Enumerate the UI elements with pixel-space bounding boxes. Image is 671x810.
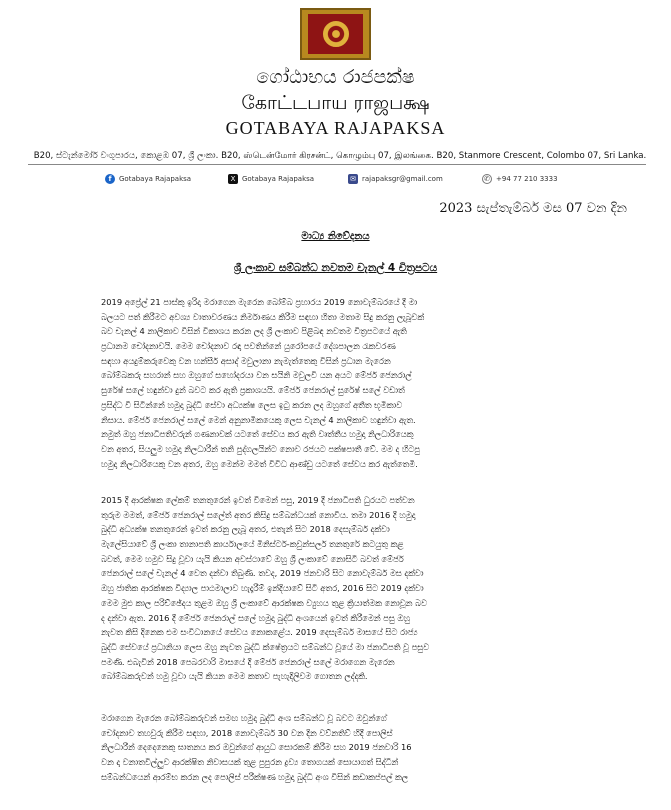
paragraph-line: ජෙනරාල් සලේ චැනල් 4 වෙත දන්වා තිබුණි. තවද, 2019 ජනවාරි සිට නොවැම්බර් මස දක්වා [101, 568, 424, 579]
paragraph-line: බෝම්බකරුවන් හමු වූවා යැයි කියන මෙම කතාව පැහැදිලිවම ගොතන ලද්දකි. [101, 671, 368, 682]
paragraph-line: බුද්ධි අධ්‍යක්ෂ තනතුරෙන් ඉවත් කරනු ලැබූ අතර, එතැන් සිට 2018 දෙසැම්බර් දක්වා [101, 524, 390, 535]
paragraph-line: පමණි. එබැවින් 2018 පෙබරවාරි මාසයේ දී මේජර් ජෙනරාල් සලේ මරාගෙන මැරෙන [101, 656, 395, 667]
paragraph-line: ද දන්වා ඇත. 2016 දී මේජර් ජෙනරාල් සලේ හමුදා බුද්ධි අංශයෙන් ඉවත් කිරීමෙන් පසු ඔහු [101, 612, 411, 623]
paragraph-1 [101, 295, 571, 471]
paragraph-line: චෝදනාව තහවුරු කිරීම සඳහා, 2018 නොවැම්බර් 30 වන දින වව්නතිව් හිදී පොලිස් [101, 727, 393, 738]
contact-bar [105, 174, 635, 188]
release-date: 2023 සැප්තැම්බර් මස 07 වන දින [439, 201, 627, 216]
paragraph-line: මැලේසියාවේ ශ්‍රී ලංකා තානාපති කාර්යාලයේ මිනිස්ටර්-කවුන්සලර් තනතුරේ කටයුතු කළ [101, 539, 404, 550]
contact-x-text: Gotabaya Rajapaksa [242, 175, 315, 183]
contact-facebook-text: Gotabaya Rajapaksa [119, 175, 192, 183]
paragraph-line: බලයට පත් කිරීමට අවශ්‍ය වාතාවරණය නිර්මාණය කිරීම සඳහා හිතා මතාම සිදු කරනු ලැබූවක් [101, 311, 425, 322]
document-type-heading: මාධ්‍ය නිවේදනය [301, 231, 370, 242]
emblem-inner [308, 14, 363, 54]
contact-facebook[interactable] [105, 174, 191, 184]
paragraph-line: වන අතර, සියලුම හමුදා නිලධාරීන් තනි පුද්ගලයින්ට නොව රජයට පක්ෂපාතී වේ. මම ද හිටපු [101, 443, 420, 454]
paragraph-line: වන දා වනාතවිල්ලුව ආරක්ෂිත නිවාසයක් තුළ පුපුරන ද්‍රව්‍ය තොගයක් සොයාගත් සිද්ධීන් [101, 757, 399, 768]
paragraph-line: මෙම මුළු කාල පරිච්ඡේදය තුළම ඔහු ශ්‍රී ලංකාවේ ආරක්ෂක ව්‍යුහය තුළ ක්‍රියාත්මක නොවූන බව [101, 597, 427, 608]
paragraph-line: ප්‍රසිද්ධ වී සිටින්නේ හමුදා බුද්ධි සේවා අධ්‍යක්ෂ ලෙස ඉටු කරන ලද ඔහුගේ අතීත භූමිකාව [101, 399, 403, 410]
paragraph-line: බවත්, මෙම හමුව සිදු වූවා යැයි කියන අවස්ථාවේ ඔහු ශ්‍රී ලංකාවේ නොසිටි බවත් මේජර් [101, 553, 404, 564]
paragraph-line: නිසාය. මේජර් ජෙනරාල් සලේ මෙන් අනුනාමිකයෙකු ලෙස චැනල් 4 නාලිකාව හඳුන්වා ඇත. [101, 414, 416, 425]
contact-email[interactable] [348, 174, 443, 184]
name-tamil: கோட்டபாய ராஜபக்ஷ [241, 92, 430, 114]
mail-icon: ✉ [348, 174, 358, 184]
contact-x[interactable] [228, 174, 314, 184]
paragraph-3 [101, 711, 571, 784]
paragraph-line: ඔහු ජාතික ආරක්ෂක විද්‍යාල පාඨමාලාව හැදෑරීම් ඉන්දියාවේ සිටි අතර, 2016 සිට 2019 දක්වා [101, 583, 424, 594]
phone-icon: ✆ [482, 174, 492, 184]
x-icon: X [228, 174, 238, 184]
contact-email-text: rajapaksgr@gmail.com [362, 175, 443, 183]
emblem-logo [300, 8, 371, 60]
paragraph-line: නැවත කිසි දිනෙක එම සංවිධානයේ සේවය නොකළේය. 2019 දෙසැම්බර් මාසයේ සිට රාජ්‍ය [101, 627, 418, 638]
paragraph-line: සුරේෂ් සලේ හඳුන්වා දුන් බවට කර ඇති ප්‍රකාශයයි. මේජර් ජෙනරාල් සුරේෂ් සලේ වඩාත් [101, 385, 405, 396]
paragraph-line: බෝම්බකරු සහරාන් සහ ඔහුගේ සහෝදරයා වන සයිනි මවුලවි යන අයට මේජර් ජෙනරාල් [101, 370, 412, 381]
paragraph-line: සම්බන්ධයෙන් ආරම්භ කරන ලද පොලිස් පරීක්ෂණ හමුදා බුද්ධි අංශ විසින් කඩාකප්පල් කල [101, 771, 409, 782]
dharma-wheel-icon [323, 21, 349, 47]
paragraph-line: 2019 අප්‍රේල් 21 පාස්කු ඉරිදා මරාගෙන මැරෙන බෝම්බ ප්‍රහාරය 2019 නොවැම්බරයේ දී මා [101, 297, 418, 307]
paragraph-line: තුරුම මමත්, මේජර් ජෙනරාල් සලේත් අතර කිසිදු සම්බන්ධයක් නොවීය. තමා 2016 දී හමුදා [101, 509, 416, 520]
document-title: ශ්‍රී ලංකාව සම්බන්ධ නවතම චැනල් 4 චිත්‍රපටය [233, 262, 438, 274]
paragraph-line: ප්‍රධානම චෝදනාවයි. මෙම චෝදනාව රඳා පවතින්නේ යුරෝපයේ දේශපාලන රැකවරණ [101, 341, 396, 352]
name-sinhala: ගෝඨාභය රාජපක්ෂ [256, 66, 415, 88]
facebook-icon: f [105, 174, 115, 184]
contact-phone-text: +94 77 210 3333 [496, 175, 558, 183]
name-english: GOTABAYA RAJAPAKSA [225, 118, 446, 138]
paragraph-line: නමුත් ඔහු ජනාධිපතිවරුන් ගණනාවක් යටතේ සේවය කර ඇති වෘත්තීය හමුදා නිලධාරියෙකු [101, 429, 414, 440]
address-line: B20, ස්ටැන්මෝර් වංගුපාරය, කොළඹ 07, ශ්‍රී ලංකා. B20, ஸ்டென்மோர் கிரசன்ட், கொழும்பு 07, இலங்கை. B20, Stanmore Crescent, Colombo 07, Sri Lanka. [33, 151, 647, 161]
paragraph-line: 2015 දී ආරක්ෂක ලේකම් තනතුරෙන් ඉවත් වීමෙන් පසු, 2019 දී ජනාධිපති ධුරයට පත්වන [101, 495, 415, 505]
paragraph-line: හමුදා නිලධාරියෙකු වන අතර, ඔහු මෙන්ම මමත් විවිධ ආණ්ඩු යටතේ සේවය කර ඇත්තෙමි. [101, 458, 418, 469]
paragraph-line: බව චැනල් 4 නාලිකාව විසින් විකාශය කරන ලද ශ්‍රී ලංකාව පිළිබඳ නවතම චිත්‍රපටයේ ඇති [101, 326, 407, 337]
paragraph-line: සඳහා අයදුම්කරුවෙකු වන හන්සීර් අසාද් මවුලානා නැමැත්තෙකු විසින් ප්‍රධාන මැරෙන [101, 355, 391, 366]
header-divider [28, 164, 646, 165]
paragraph-line: බුද්ධි සේවයේ ප්‍රධානියා ලෙස ඔහු නැවත බුද්ධි ක්ෂේත්‍රයට සම්බන්ධ වූයේ මා ජනාධිපති වූ පසුව [101, 641, 430, 652]
paragraph-line: නිලධාරීන් දෙදෙනෙකු ඝාතනය කර ඔවුන්ගේ ආයුධ සොරකම් කිරීම සහ 2019 ජනවාරි 16 [101, 742, 412, 753]
paragraph-2 [101, 493, 571, 684]
contact-phone[interactable] [482, 174, 558, 184]
paragraph-line: මරාගෙන මැරෙන බෝම්බකරුවන් සමඟ හමුදා බුද්ධි අංශ සම්බන්ධ වූ බවට ඔවුන්ගේ [101, 713, 387, 723]
